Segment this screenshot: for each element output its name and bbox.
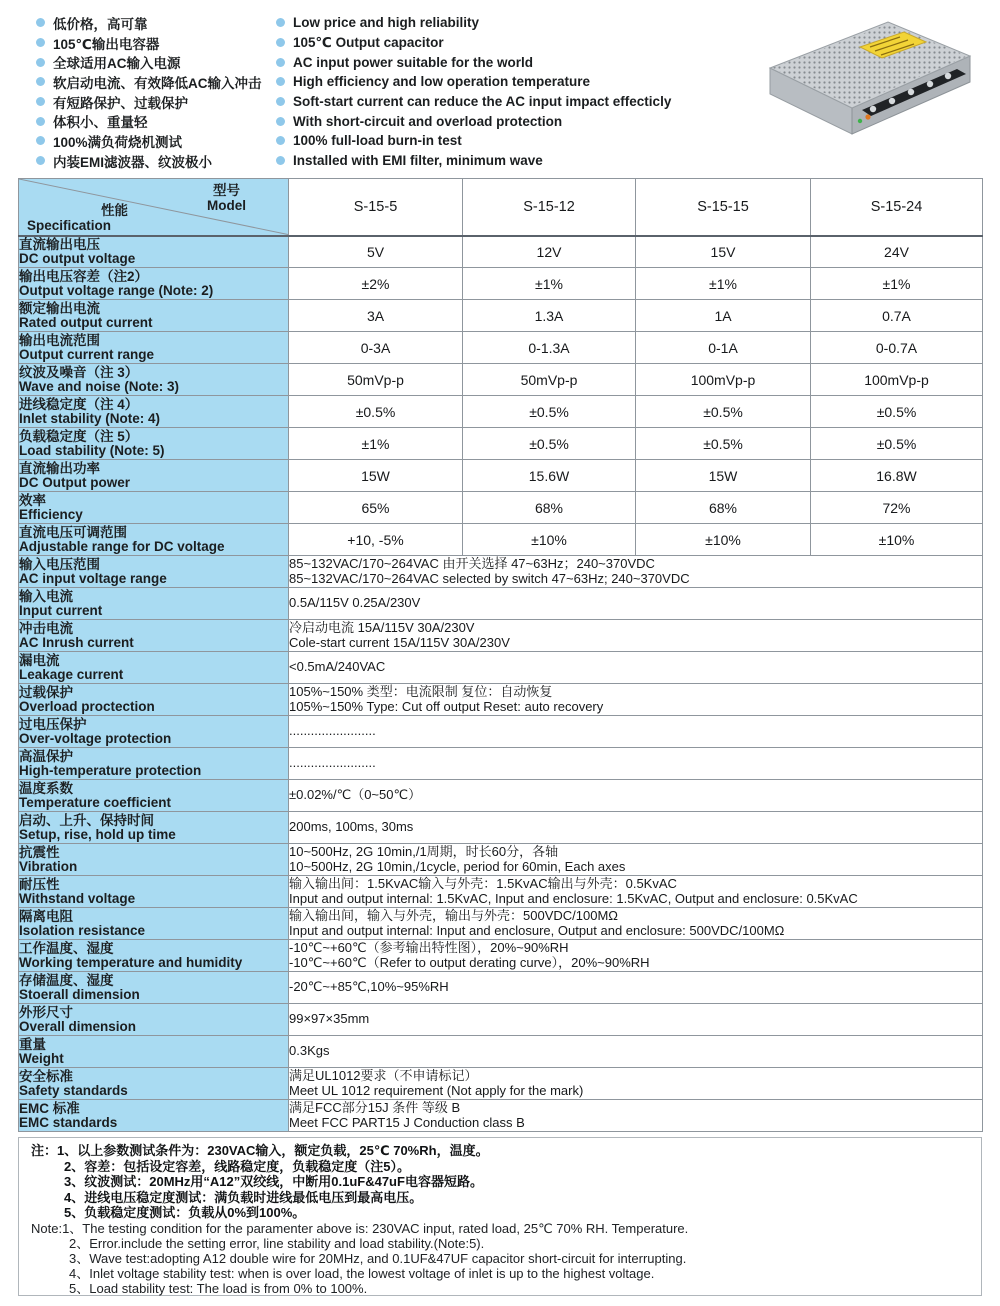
spec-row bbox=[19, 556, 983, 588]
label-zh: 温度系数 bbox=[19, 780, 73, 796]
spec-label-cell bbox=[19, 908, 289, 940]
spec-label-cell bbox=[19, 940, 289, 972]
feature-text: 100% full-load burn-in test bbox=[293, 133, 462, 149]
label-en: Stoerall dimension bbox=[19, 986, 140, 1002]
spec-row bbox=[19, 1068, 983, 1100]
label-zh: 安全标准 bbox=[19, 1068, 73, 1084]
spec-value-cell: ±0.5% bbox=[463, 428, 636, 460]
note-line-en: Note:1、The testing condition for the paramenter above is: 230VAC input, rated load, 25℃ 70% RH. Temperature. bbox=[31, 1220, 689, 1236]
spec-row bbox=[19, 268, 983, 300]
spec-value-cell: 0-3A bbox=[289, 332, 463, 364]
feature-text: AC input power suitable for the world bbox=[293, 54, 534, 70]
feature-text: 全球适用AC输入电源 bbox=[53, 56, 181, 72]
spec-value-merged-cell bbox=[289, 620, 983, 652]
spec-row bbox=[19, 844, 983, 876]
bullet-icon bbox=[276, 18, 285, 27]
feature-text: 100%满负荷烧机测试 bbox=[53, 134, 183, 150]
merged-value-line: 200ms, 100ms, 30ms bbox=[289, 819, 414, 835]
feature-text: 有短路保护、过载保护 bbox=[53, 95, 188, 111]
note-line-zh: 2、容差：包括设定容差，线路稳定度，负载稳定度（注5）。 bbox=[64, 1158, 410, 1174]
merged-value-line: ........................ bbox=[289, 755, 376, 771]
label-zh: 直流输出电压 bbox=[19, 237, 100, 252]
feature-item bbox=[276, 92, 671, 112]
spec-row bbox=[19, 1004, 983, 1036]
spec-label-cell bbox=[19, 876, 289, 908]
spec-value-cell: 0-1.3A bbox=[463, 332, 636, 364]
spec-label-cell bbox=[19, 652, 289, 684]
spec-row bbox=[19, 652, 983, 684]
bullet-icon bbox=[276, 136, 285, 145]
merged-value-line: -10℃~+60℃（Refer to output derating curve），20%~90%RH bbox=[289, 955, 650, 970]
spec-header-label bbox=[27, 203, 128, 233]
spec-value-cell: ±0.5% bbox=[636, 396, 811, 428]
merged-value-line: 85~132VAC/170~264VAC 由开关选择 47~63Hz；240~370VDC bbox=[289, 555, 655, 571]
spec-label-cell bbox=[19, 780, 289, 812]
spec-value-cell: 72% bbox=[811, 492, 983, 524]
notes-box bbox=[18, 1137, 982, 1296]
label-en: Input current bbox=[19, 602, 103, 618]
merged-value-line: ±0.02%/℃（0~50℃） bbox=[289, 787, 422, 803]
feature-text: Soft-start current can reduce the AC input impact effecticly bbox=[293, 94, 672, 110]
spec-value-merged-cell bbox=[289, 812, 983, 844]
spec-value-merged-cell bbox=[289, 844, 983, 876]
merged-value-line: Cole-start current 15A/115V 30A/230V bbox=[289, 635, 510, 650]
bullet-icon bbox=[276, 38, 285, 47]
label-zh: EMC 标准 bbox=[19, 1100, 80, 1116]
label-en: Safety standards bbox=[19, 1082, 128, 1098]
feature-list-chinese bbox=[36, 13, 262, 171]
spec-row bbox=[19, 428, 983, 460]
spec-value-cell: ±2% bbox=[289, 268, 463, 300]
note-line-zh: 5、负载稳定度测试：负载从0%到100%。 bbox=[64, 1205, 306, 1221]
label-zh: 直流电压可调范围 bbox=[19, 524, 127, 540]
model-header-label bbox=[207, 183, 246, 213]
label-en: Leakage current bbox=[19, 666, 124, 682]
spec-row bbox=[19, 748, 983, 780]
merged-value-line: 85~132VAC/170~264VAC selected by switch 47~63Hz; 240~370VDC bbox=[289, 571, 690, 586]
bullet-icon bbox=[36, 58, 45, 67]
spec-value-cell: 5V bbox=[289, 236, 463, 268]
merged-value-line: 10~500Hz, 2G 10min,/1周期，时长60分，各轴 bbox=[289, 843, 559, 859]
spec-value-merged-cell bbox=[289, 1036, 983, 1068]
label-zh: 过载保护 bbox=[19, 684, 73, 700]
model-label-zh: 型号 bbox=[213, 183, 240, 198]
spec-value-merged-cell bbox=[289, 588, 983, 620]
note-line-en: 4、Inlet voltage stability test: when is over load, the lowest voltage of inlet is up to the highest voltage. bbox=[69, 1265, 655, 1281]
bullet-icon bbox=[36, 117, 45, 126]
spec-row bbox=[19, 396, 983, 428]
merged-value-line: -20℃~+85℃,10%~95%RH bbox=[289, 979, 449, 995]
spec-value-cell: 12V bbox=[463, 236, 636, 268]
label-en: Adjustable range for DC voltage bbox=[19, 538, 225, 554]
label-zh: 输出电流范围 bbox=[19, 332, 100, 348]
note-line-zh: 3、纹波测试：20MHz用“A12”双绞线，中断用0.1uF&47uF电容器短路。 bbox=[64, 1174, 483, 1190]
spec-model-header-cell bbox=[19, 179, 289, 236]
spec-table bbox=[18, 178, 983, 1132]
bullet-icon bbox=[36, 77, 45, 86]
spec-label-cell bbox=[19, 1036, 289, 1068]
psu-screw bbox=[908, 89, 914, 95]
model-label-en: Model bbox=[207, 198, 246, 213]
label-zh: 进线稳定度（注 4） bbox=[19, 396, 139, 412]
spec-row bbox=[19, 684, 983, 716]
spec-value-cell: 68% bbox=[463, 492, 636, 524]
spec-label-cell bbox=[19, 972, 289, 1004]
spec-label-cell bbox=[19, 268, 289, 300]
spec-value-cell: 1A bbox=[636, 300, 811, 332]
spec-value-cell: +10, -5% bbox=[289, 524, 463, 556]
spec-row bbox=[19, 588, 983, 620]
spec-value-cell: 50mVp-p bbox=[289, 364, 463, 396]
spec-value-cell: 16.8W bbox=[811, 460, 983, 492]
label-en: AC Inrush current bbox=[19, 634, 134, 650]
spec-label-cell bbox=[19, 1004, 289, 1036]
label-zh: 重量 bbox=[19, 1036, 46, 1052]
spec-value-merged-cell bbox=[289, 972, 983, 1004]
label-en: DC output voltage bbox=[19, 251, 136, 266]
label-en: EMC standards bbox=[19, 1114, 118, 1130]
merged-value-line: Input and output internal: 1.5KvAC, Input and enclosure: 1.5KvAC, Output and enclosure: 0.5KvAC bbox=[289, 891, 858, 906]
bullet-icon bbox=[36, 136, 45, 145]
bullet-icon bbox=[276, 97, 285, 106]
spec-value-cell: ±1% bbox=[463, 268, 636, 300]
label-en: Isolation resistance bbox=[19, 922, 146, 938]
spec-label-cell bbox=[19, 588, 289, 620]
spec-value-merged-cell bbox=[289, 940, 983, 972]
merged-value-line: 冷启动电流 15A/115V 30A/230V bbox=[289, 619, 475, 635]
spec-label-cell bbox=[19, 460, 289, 492]
spec-value-cell: ±0.5% bbox=[811, 396, 983, 428]
psu-screw bbox=[927, 81, 933, 87]
spec-value-merged-cell bbox=[289, 652, 983, 684]
label-en: Output current range bbox=[19, 346, 155, 362]
label-en: Wave and noise (Note: 3) bbox=[19, 378, 180, 394]
label-zh: 额定输出电流 bbox=[19, 300, 100, 316]
psu-led bbox=[858, 119, 862, 123]
psu-screw bbox=[945, 73, 951, 79]
spec-label-cell bbox=[19, 556, 289, 588]
merged-value-line: 105%~150% 类型：电流限制 复位：自动恢复 bbox=[289, 683, 553, 699]
label-zh: 存储温度、湿度 bbox=[19, 972, 114, 988]
spec-value-cell: ±0.5% bbox=[811, 428, 983, 460]
spec-value-cell: ±0.5% bbox=[636, 428, 811, 460]
spec-value-cell: 3A bbox=[289, 300, 463, 332]
label-en: Working temperature and humidity bbox=[19, 954, 243, 970]
spec-value-cell: 15W bbox=[289, 460, 463, 492]
feature-item bbox=[276, 52, 671, 72]
spec-value-cell: 68% bbox=[636, 492, 811, 524]
bullet-icon bbox=[36, 97, 45, 106]
model-column-header: S-15-5 bbox=[289, 179, 463, 236]
feature-text: 软启动电流、有效降低AC输入冲击 bbox=[53, 75, 262, 91]
spec-row bbox=[19, 1036, 983, 1068]
spec-label-cell bbox=[19, 236, 289, 268]
spec-value-cell: 100mVp-p bbox=[811, 364, 983, 396]
merged-value-line: 0.3Kgs bbox=[289, 1043, 330, 1059]
spec-label-cell bbox=[19, 332, 289, 364]
spec-label-cell bbox=[19, 364, 289, 396]
spec-row bbox=[19, 460, 983, 492]
feature-list-english bbox=[276, 13, 671, 171]
feature-item bbox=[276, 33, 671, 53]
feature-text: High efficiency and low operation temperature bbox=[293, 74, 591, 90]
spec-value-cell: ±0.5% bbox=[289, 396, 463, 428]
model-column-header: S-15-15 bbox=[636, 179, 811, 236]
label-en: Load stability (Note: 5) bbox=[19, 442, 165, 458]
label-en: Overall dimension bbox=[19, 1018, 137, 1034]
feature-text: 105℃ Output capacitor bbox=[293, 34, 444, 50]
note-line-zh: 注：1、以上参数测试条件为：230VAC输入，额定负载，25℃ 70%Rh，温度。 bbox=[31, 1143, 489, 1158]
spec-value-merged-cell bbox=[289, 748, 983, 780]
note-line-zh: 4、进线电压稳定度测试：满负载时进线最低电压到最高电压。 bbox=[64, 1189, 423, 1205]
spec-label-en: Specification bbox=[27, 217, 112, 233]
label-en: AC input voltage range bbox=[19, 570, 167, 586]
feature-item bbox=[36, 52, 262, 72]
merged-value-line: 0.5A/115V 0.25A/230V bbox=[289, 595, 421, 611]
spec-row bbox=[19, 492, 983, 524]
spec-value-merged-cell bbox=[289, 684, 983, 716]
spec-value-merged-cell bbox=[289, 1004, 983, 1036]
label-zh: 启动、上升、保持时间 bbox=[19, 812, 154, 828]
spec-value-cell: ±0.5% bbox=[463, 396, 636, 428]
spec-label-zh: 性能 bbox=[101, 202, 128, 218]
feature-item bbox=[36, 33, 262, 53]
note-line-en: 3、Wave test:adopting A12 double wire for 20MHz, and 0.1UF&47UF capacitor short-circuit for interrupting. bbox=[69, 1250, 687, 1266]
feature-text: With short-circuit and overload protection bbox=[293, 113, 563, 129]
label-zh: 直流输出功率 bbox=[19, 460, 100, 476]
label-zh: 漏电流 bbox=[19, 652, 60, 668]
feature-item bbox=[36, 72, 262, 92]
merged-value-line: Input and output internal: Input and enclosure, Output and enclosure: 500VDC/100MΩ bbox=[289, 923, 785, 938]
spec-value-merged-cell bbox=[289, 1100, 983, 1132]
spec-row bbox=[19, 332, 983, 364]
spec-label-cell bbox=[19, 428, 289, 460]
psu-screw bbox=[889, 98, 895, 104]
label-zh: 负载稳定度（注 5） bbox=[19, 428, 139, 444]
spec-value-merged-cell bbox=[289, 1068, 983, 1100]
note-line-en: 2、Error.include the setting error, line stability and load stability.(Note:5). bbox=[69, 1235, 485, 1251]
label-en: Over-voltage protection bbox=[19, 730, 172, 746]
spec-value-merged-cell bbox=[289, 556, 983, 588]
bullet-icon bbox=[276, 58, 285, 67]
bullet-icon bbox=[36, 38, 45, 47]
bullet-icon bbox=[276, 156, 285, 165]
spec-value-cell: 24V bbox=[811, 236, 983, 268]
merged-value-line: 满足UL1012要求（不申请标记） bbox=[289, 1067, 478, 1083]
merged-value-line: 99×97×35mm bbox=[289, 1011, 370, 1027]
feature-item bbox=[276, 72, 671, 92]
spec-label-cell bbox=[19, 748, 289, 780]
spec-label-cell bbox=[19, 1068, 289, 1100]
label-en: Rated output current bbox=[19, 314, 153, 330]
merged-value-line: 105%~150% Type: Cut off output Reset: auto recovery bbox=[289, 699, 604, 714]
label-en: Vibration bbox=[19, 858, 78, 874]
feature-text: 体积小、重量轻 bbox=[53, 115, 148, 131]
product-photo-power-supply bbox=[742, 10, 982, 142]
label-zh: 输入电流 bbox=[19, 588, 73, 604]
spec-row bbox=[19, 300, 983, 332]
spec-value-cell: 0-1A bbox=[636, 332, 811, 364]
spec-row bbox=[19, 524, 983, 556]
spec-value-merged-cell bbox=[289, 908, 983, 940]
label-zh: 过电压保护 bbox=[19, 716, 87, 732]
merged-value-line: <0.5mA/240VAC bbox=[289, 659, 386, 675]
label-zh: 隔离电阻 bbox=[19, 908, 73, 924]
spec-value-cell: ±10% bbox=[463, 524, 636, 556]
feature-text: Low price and high reliability bbox=[293, 15, 480, 31]
label-zh: 输出电压容差（注2） bbox=[19, 268, 149, 284]
spec-value-cell: ±10% bbox=[636, 524, 811, 556]
feature-text: 105℃输出电容器 bbox=[53, 36, 160, 52]
spec-row bbox=[19, 972, 983, 1004]
feature-item bbox=[276, 151, 671, 171]
spec-value-cell: 15V bbox=[636, 236, 811, 268]
label-en: Output voltage range (Note: 2) bbox=[19, 282, 214, 298]
bullet-icon bbox=[276, 77, 285, 86]
spec-label-cell bbox=[19, 684, 289, 716]
spec-value-cell: 50mVp-p bbox=[463, 364, 636, 396]
spec-row bbox=[19, 364, 983, 396]
model-column-header: S-15-12 bbox=[463, 179, 636, 236]
label-en: Efficiency bbox=[19, 506, 83, 522]
label-zh: 效率 bbox=[19, 492, 46, 508]
spec-row bbox=[19, 780, 983, 812]
spec-value-cell: 0-0.7A bbox=[811, 332, 983, 364]
label-en: DC Output power bbox=[19, 474, 130, 490]
spec-value-cell: 15.6W bbox=[463, 460, 636, 492]
spec-value-cell: 100mVp-p bbox=[636, 364, 811, 396]
spec-row bbox=[19, 812, 983, 844]
bullet-icon bbox=[36, 18, 45, 27]
merged-value-line: 10~500Hz, 2G 10min,/1cycle, period for 60min, Each axes bbox=[289, 859, 626, 874]
feature-item bbox=[36, 92, 262, 112]
spec-label-cell bbox=[19, 396, 289, 428]
spec-label-cell bbox=[19, 300, 289, 332]
spec-label-cell bbox=[19, 716, 289, 748]
spec-value-cell: ±10% bbox=[811, 524, 983, 556]
spec-label-cell bbox=[19, 1100, 289, 1132]
spec-row bbox=[19, 620, 983, 652]
label-zh: 纹波及噪音（注 3） bbox=[19, 364, 139, 380]
feature-item bbox=[36, 13, 262, 33]
merged-value-line: 输入输出间：1.5KvAC输入与外壳：1.5KvAC输出与外壳：0.5KvAC bbox=[289, 875, 677, 891]
merged-value-line: -10℃~+60℃（参考输出特性图），20%~90%RH bbox=[289, 939, 569, 955]
label-zh: 耐压性 bbox=[19, 876, 60, 892]
spec-value-merged-cell bbox=[289, 876, 983, 908]
label-zh: 抗震性 bbox=[19, 844, 60, 860]
spec-value-cell: 0.7A bbox=[811, 300, 983, 332]
spec-value-cell: 15W bbox=[636, 460, 811, 492]
label-en: Overload proctection bbox=[19, 698, 155, 714]
feature-item bbox=[276, 131, 671, 151]
label-zh: 冲击电流 bbox=[19, 620, 73, 636]
bullet-icon bbox=[36, 156, 45, 165]
label-zh: 外形尺寸 bbox=[19, 1004, 73, 1020]
merged-value-line: 输入输出间，输入与外壳，输出与外壳：500VDC/100MΩ bbox=[289, 907, 618, 923]
spec-value-cell: ±1% bbox=[636, 268, 811, 300]
spec-row bbox=[19, 876, 983, 908]
spec-row bbox=[19, 1100, 983, 1132]
psu-screw bbox=[870, 106, 876, 112]
spec-value-cell: 1.3A bbox=[463, 300, 636, 332]
feature-text: 低价格，高可靠 bbox=[53, 16, 148, 32]
feature-item bbox=[276, 13, 671, 33]
spec-row bbox=[19, 940, 983, 972]
feature-text: Installed with EMI filter, minimum wave bbox=[293, 153, 543, 169]
label-en: Inlet stability (Note: 4) bbox=[19, 410, 161, 426]
merged-value-line: ........................ bbox=[289, 723, 376, 739]
label-zh: 工作温度、湿度 bbox=[19, 940, 114, 956]
spec-label-cell bbox=[19, 812, 289, 844]
spec-label-cell bbox=[19, 524, 289, 556]
merged-value-line: Meet FCC PART15 J Conduction class B bbox=[289, 1115, 525, 1130]
merged-value-line: Meet UL 1012 requirement (Not apply for the mark) bbox=[289, 1083, 584, 1098]
spec-value-cell: ±1% bbox=[289, 428, 463, 460]
feature-text: 内装EMI滤波器、纹波极小 bbox=[53, 154, 213, 170]
spec-label-cell bbox=[19, 620, 289, 652]
feature-item bbox=[36, 131, 262, 151]
bullet-icon bbox=[276, 117, 285, 126]
note-line-en: 5、Load stability test: The load is from 0% to 100%. bbox=[69, 1280, 368, 1296]
model-column-header: S-15-24 bbox=[811, 179, 983, 236]
spec-row bbox=[19, 236, 983, 268]
spec-value-merged-cell bbox=[289, 780, 983, 812]
spec-row bbox=[19, 716, 983, 748]
label-en: High-temperature protection bbox=[19, 762, 202, 778]
spec-label-cell bbox=[19, 492, 289, 524]
spec-label-cell bbox=[19, 844, 289, 876]
label-zh: 输入电压范围 bbox=[19, 556, 100, 572]
label-en: Withstand voltage bbox=[19, 890, 136, 906]
feature-item bbox=[36, 151, 262, 171]
feature-item bbox=[276, 111, 671, 131]
label-en: Temperature coefficient bbox=[19, 794, 172, 810]
spec-value-cell: 65% bbox=[289, 492, 463, 524]
table-header-row bbox=[19, 179, 983, 236]
merged-value-line: 满足FCC部分15J 条件 等级 B bbox=[289, 1099, 461, 1115]
feature-item bbox=[36, 111, 262, 131]
psu-potentiometer bbox=[865, 114, 870, 119]
spec-value-cell: ±1% bbox=[811, 268, 983, 300]
spec-row bbox=[19, 908, 983, 940]
label-zh: 高温保护 bbox=[19, 748, 73, 764]
label-en: Weight bbox=[19, 1050, 64, 1066]
spec-value-merged-cell bbox=[289, 716, 983, 748]
label-en: Setup, rise, hold up time bbox=[19, 826, 176, 842]
